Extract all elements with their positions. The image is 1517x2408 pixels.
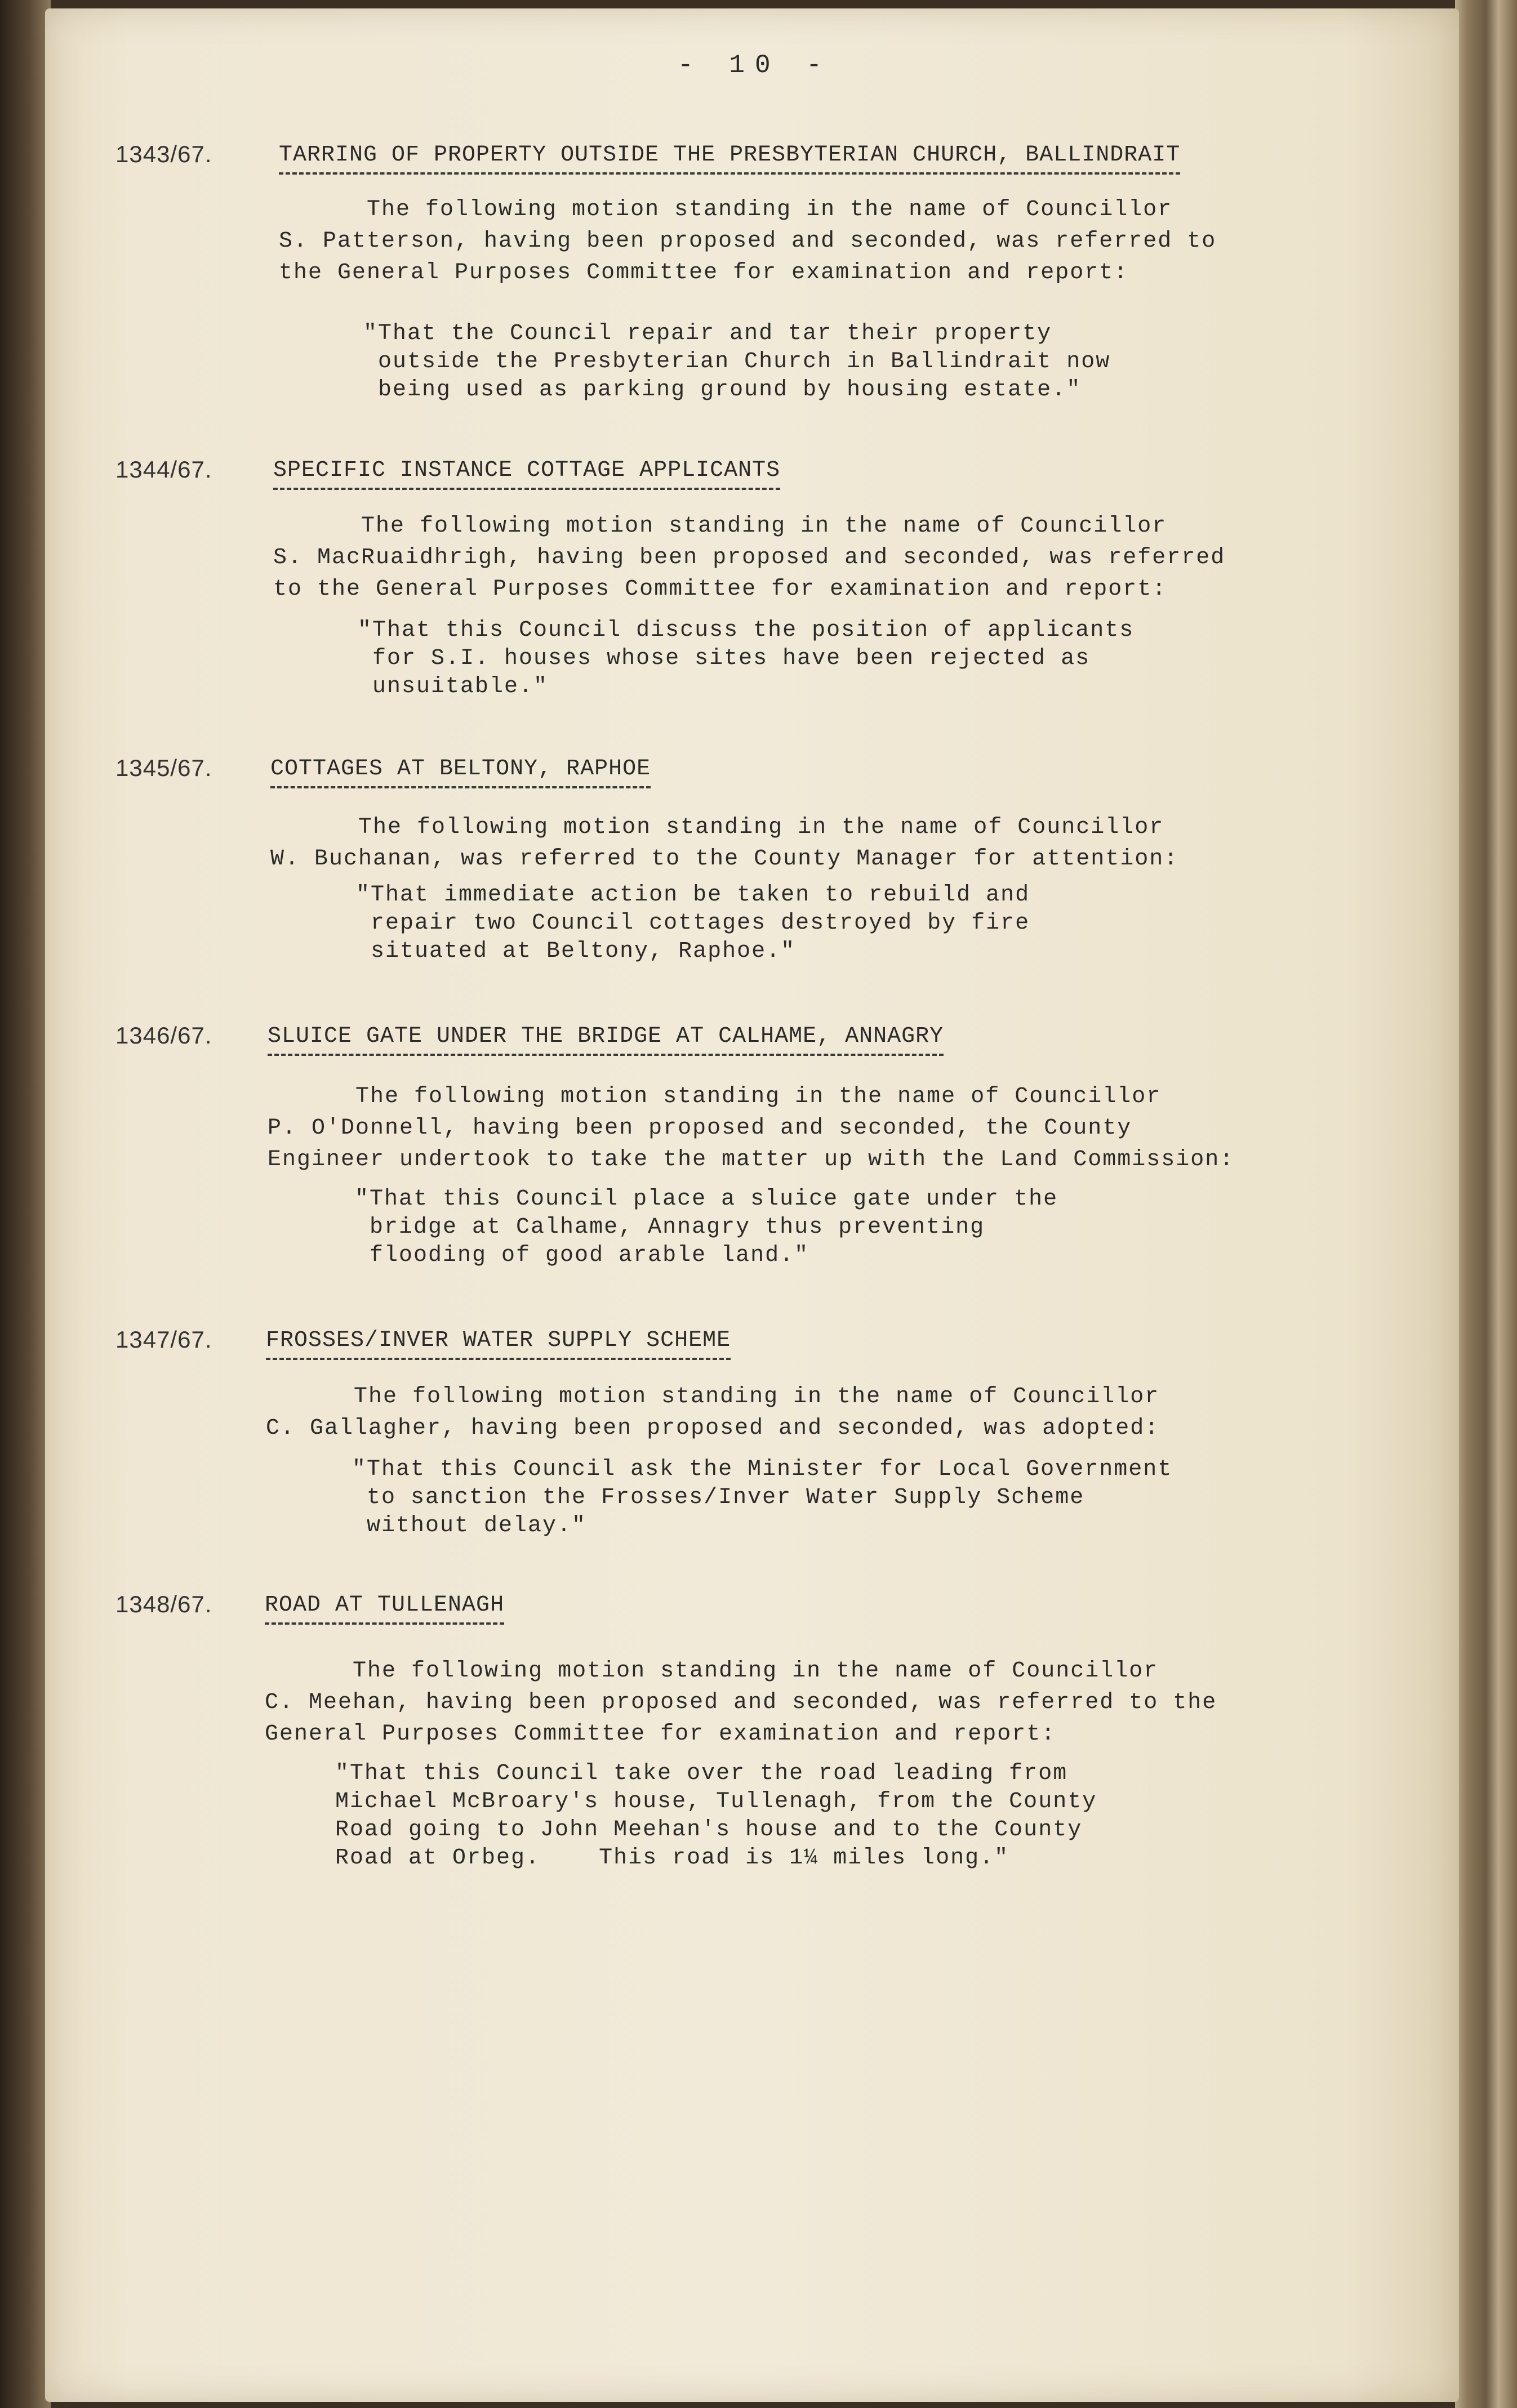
minute-paragraph: The following motion standing in the name of Councillor W. Buchanan, was referred to the County Manager for attention: [270, 815, 1179, 872]
page-number: - 10 - [678, 51, 832, 80]
minute-heading: TARRING OF PROPERTY OUTSIDE THE PRESBYTERIAN CHURCH, BALLINDRAIT [279, 142, 1180, 175]
minute-heading: FROSSES/INVER WATER SUPPLY SCHEME [266, 1328, 731, 1360]
minute-paragraph: The following motion standing in the name of Councillor C. Meehan, having been proposed and seconded, was referred to the General Purposes Committee for examination and report: [265, 1658, 1217, 1747]
motion-quote: "That immediate action be taken to rebuild and repair two Council cottages destroyed by fire situated at Beltony, Raphoe." [356, 882, 1030, 964]
minute-heading: COTTAGES AT BELTONY, RAPHOE [270, 756, 651, 788]
minute-paragraph: The following motion standing in the name of Councillor C. Gallagher, having been proposed and seconded, was adopted: [266, 1384, 1160, 1441]
book-binding-left [0, 0, 51, 2408]
motion-quote: "That this Council place a sluice gate under the bridge at Calhame, Annagry thus preventing flooding of good arable land." [355, 1187, 1058, 1268]
book-page-edges-right [1455, 0, 1517, 2408]
minute-reference: 1345/67. [115, 755, 212, 781]
minute-heading: SPECIFIC INSTANCE COTTAGE APPLICANTS [273, 458, 780, 490]
motion-quote: "That the Council repair and tar their property outside the Presbyterian Church in Ballindrait now being used as parking ground by housing estate." [363, 321, 1111, 403]
motion-quote: "That this Council discuss the position of applicants for S.I. houses whose sites have been rejected as unsuitable." [358, 618, 1135, 699]
minute-reference: 1344/67. [115, 456, 212, 483]
minute-paragraph: The following motion standing in the name of Councillor S. Patterson, having been proposed and seconded, was referred to the General Purposes Committee for examination and report: [279, 197, 1217, 286]
minute-heading: SLUICE GATE UNDER THE BRIDGE AT CALHAME, ANNAGRY [268, 1024, 944, 1056]
minute-reference: 1343/67. [115, 141, 212, 167]
document-page [45, 8, 1459, 2402]
minute-reference: 1346/67. [115, 1022, 212, 1049]
minute-reference: 1348/67. [115, 1591, 212, 1617]
minute-paragraph: The following motion standing in the name of Councillor S. MacRuaidhrigh, having been proposed and seconded, was referred to the General Purposes Committee for examination and report: [273, 514, 1226, 602]
minute-heading: ROAD AT TULLENAGH [265, 1593, 504, 1625]
motion-quote: "That this Council take over the road leading from Michael McBroary's house, Tullenagh, from the County Road going to John Meehan's house and to the County Road at Orbeg. This road is 1¼ miles long." [335, 1761, 1097, 1871]
motion-quote: "That this Council ask the Minister for Local Government to sanction the Frosses/Inver Water Supply Scheme without delay." [352, 1457, 1173, 1539]
minute-reference: 1347/67. [115, 1326, 212, 1353]
minute-paragraph: The following motion standing in the name of Councillor P. O'Donnell, having been proposed and seconded, the County Engineer undertook to take the matter up with the Land Commission: [268, 1084, 1235, 1172]
